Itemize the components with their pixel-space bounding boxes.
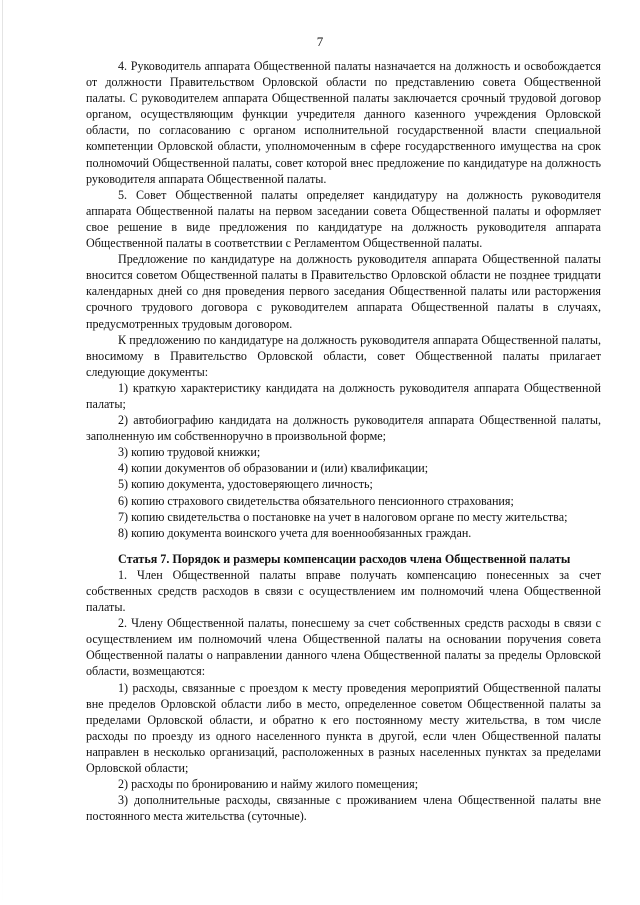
list-item-8: 8) копию документа воинского учета для военнообязанных граждан. bbox=[118, 525, 472, 540]
paragraph-proposal-deadline: Предложение по кандидатуре на должность руководителя аппарата Общественной палаты вносится советом Общественной палаты в Правительство Орловской области не позднее тридцати календарных дней со дня проведения первого заседания Общественной палаты или расторжения срочного трудового договора с руководителем аппарата Общественной палаты в случаях, предусмотренных трудовым договором. bbox=[86, 252, 601, 331]
list-item-3: 3) копию трудовой книжки; bbox=[118, 445, 261, 460]
document-body bbox=[86, 58, 601, 824]
section-gap bbox=[86, 541, 601, 551]
paragraph-article7-2: 2. Члену Общественной палаты, понесшему за счет собственных средств расходы в связи с осуществлением им полномочий члена Общественной палаты на основании поручения совета Общественной палаты о направлении данного члена Общественной палаты за пределы Орловской области, возмещаются: bbox=[86, 616, 601, 679]
article-7-heading: Статья 7. Порядок и размеры компенсации расходов члена Общественной палаты bbox=[118, 551, 571, 566]
paragraph-5-council-candidate: 5. Совет Общественной палаты определяет кандидатуру на должность руководителя аппарата Общественной палаты на первом заседании совета Общественной палаты и оформляет свое решение в виде предложения по кандидатуре на должность руководителя аппарата Общественной палаты в соответствии с Регламентом Общественной палаты. bbox=[86, 187, 601, 251]
list-item-6: 6) копию страхового свидетельства обязательного пенсионного страхования; bbox=[118, 493, 514, 508]
list-item-travel-expenses: 1) расходы, связанные с проездом к месту проведения мероприятий Общественной палаты вне пределов Орловской области либо в место, определенное советом Общественной палаты за пределами Орловской области, и обратно к его постоянному месту жительства, в том числе расходы по проезду из одного населенного пункта в другой, если член Общественной палаты направлен в несколько организаций, расположенных в разных населенных пунктах за пределами Орловской области; bbox=[86, 680, 601, 776]
paragraph-4-head-appointment: 4. Руководитель аппарата Общественной палаты назначается на должность и освобождается от должности Правительством Орловской области по представлению совета Общественной палаты. С руководителем аппарата Общественной палаты заключается срочный трудовой договор органом, осуществляющим функции учредителя данного казенного учреждения Орловской области, по согласованию с органом исполнительной государственной власти специальной компетенции Орловской области, уполномоченным в сфере государственного имущества на срок полномочий Общественной палаты, совет которой внес предложение по кандидатуре на должность руководителя аппарата Общественной палаты. bbox=[86, 59, 601, 186]
list-item-2: 2) автобиографию кандидата на должность руководителя аппарата Общественной палаты, заполненную им собственноручно в произвольной форме; bbox=[86, 413, 601, 444]
list-item-7: 7) копию свидетельства о постановке на учет в налоговом органе по месту жительства; bbox=[118, 509, 568, 524]
list-item-housing-expenses: 2) расходы по бронированию и найму жилого помещения; bbox=[118, 777, 419, 792]
list-item-4: 4) копии документов об образовании и (или) квалификации; bbox=[118, 461, 429, 476]
list-item-5: 5) копию документа, удостоверяющего личность; bbox=[118, 477, 373, 492]
page-number: 7 bbox=[316, 34, 324, 49]
list-item-1: 1) краткую характеристику кандидата на должность руководителя аппарата Общественной палаты; bbox=[86, 380, 601, 411]
scan-margin-line bbox=[2, 0, 3, 905]
list-item-per-diem-expenses: 3) дополнительные расходы, связанные с проживанием члена Общественной палаты вне постоянного места жительства (суточные). bbox=[86, 793, 601, 824]
paragraph-documents-intro: К предложению по кандидатуре на должность руководителя аппарата Общественной палаты, вносимому в Правительство Орловской области, совет Общественной палаты прилагает следующие документы: bbox=[86, 332, 601, 379]
paragraph-article7-1: 1. Член Общественной палаты вправе получать компенсацию понесенных за счет собственных средств расходов в связи с осуществлением им полномочий члена Общественной палаты. bbox=[86, 567, 601, 615]
